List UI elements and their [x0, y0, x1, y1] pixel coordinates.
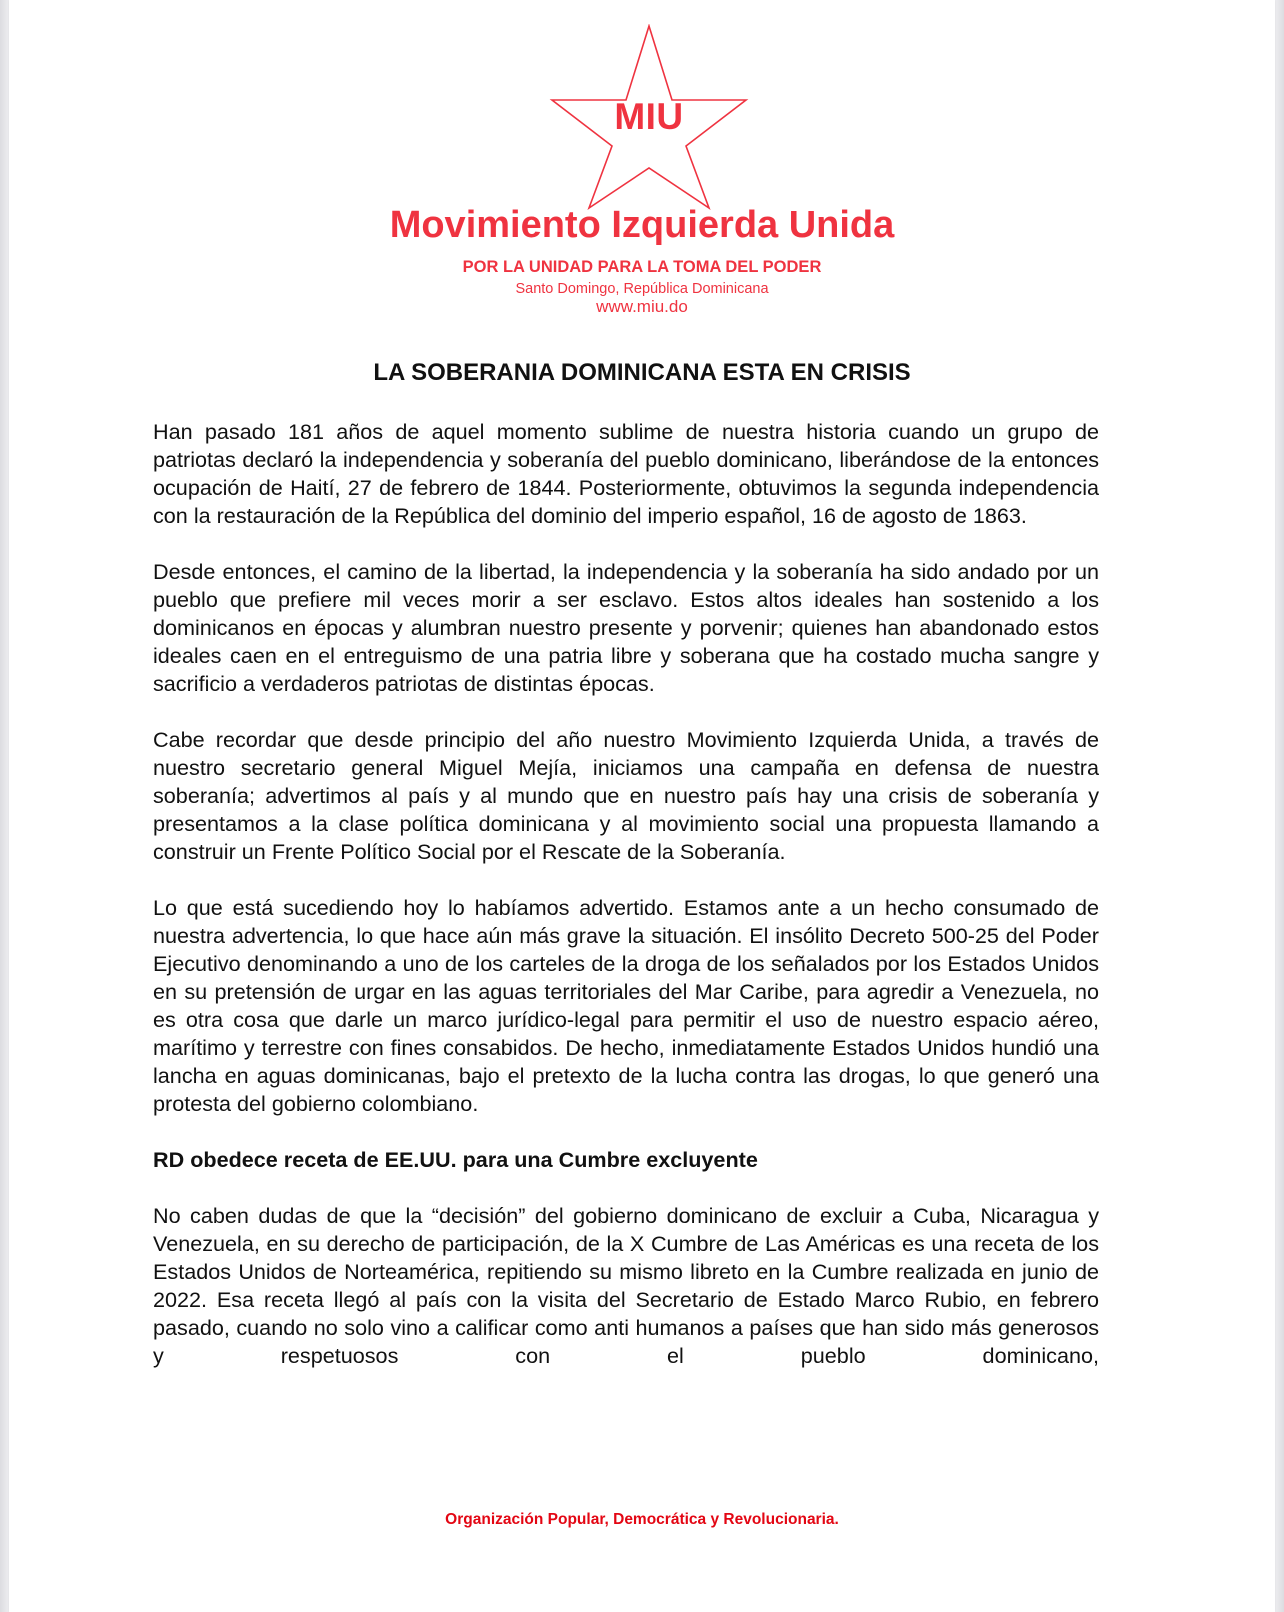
- document-body: [153, 418, 1099, 1398]
- section-subheading: RD obedece receta de EE.UU. para una Cumbre excluyente: [153, 1147, 758, 1172]
- logo-text: MIU: [614, 96, 684, 137]
- footer-tagline: Organización Popular, Democrática y Revolucionaria.: [445, 1511, 839, 1528]
- organization-motto: POR LA UNIDAD PARA LA TOMA DEL PODER: [462, 258, 822, 276]
- paragraph: Desde entonces, el camino de la libertad, la independencia y la soberanía ha sido andado por un pueblo que prefiere mil veces morir a ser esclavo. Estos altos ideales han sostenido a los dominicanos en épocas y alumbran nuestro presente y porvenir; quienes han abandonado estos ideales caen en el entreguismo de una patria libre y soberana que ha costado mucha sangre y sacrificio a verdaderos patriotas de distintas épocas.: [153, 559, 1099, 696]
- paragraph: Lo que está sucediendo hoy lo habíamos advertido. Estamos ante a un hecho consumado de nuestra advertencia, lo que hace aún más grave la situación. El insólito Decreto 500-25 del Poder Ejecutivo denominando a uno de los carteles de la droga de los señalados por los Estados Unidos en su pretensión de urgar en las aguas territoriales del Mar Caribe, para agredir a Venezuela, no es otra cosa que darle un marco jurídico-legal para permitir el uso de nuestro espacio aéreo, marítimo y terrestre con fines consabidos. De hecho, inmediatamente Estados Unidos hundió una lancha en aguas dominicanas, bajo el pretexto de la lucha contra las drogas, lo que generó una protesta del gobierno colombiano.: [153, 895, 1099, 1116]
- paragraph: Han pasado 181 años de aquel momento sublime de nuestra historia cuando un grupo de patriotas declaró la independencia y soberanía del pueblo dominicano, liberándose de la entonces ocupación de Haití, 27 de febrero de 1844. Posteriormente, obtuvimos la segunda independencia con la restauración de la República del dominio del imperio español, 16 de agosto de 1863.: [153, 419, 1099, 528]
- organization-website: www.miu.do: [596, 297, 688, 316]
- page-edge-right: [1275, 0, 1284, 1612]
- paragraph: No caben dudas de que la “decisión” del gobierno dominicano de excluir a Cuba, Nicaragua y Venezuela, en su derecho de participación, de la X Cumbre de Las Américas es una receta de los Estados Unidos de Norteamérica, repitiendo su mismo libreto en la Cumbre realizada en junio de 2022. Esa receta llegó al país con la visita del Secretario de Estado Marco Rubio, en febrero pasado, cuando no solo vino a calificar como anti humanos a países que han sido más generosos y respetuosos con el pueblo dominicano,: [153, 1203, 1099, 1368]
- document-title: LA SOBERANIA DOMINICANA ESTA EN CRISIS: [373, 359, 911, 386]
- organization-city: Santo Domingo, República Dominicana: [515, 281, 769, 297]
- logo: [549, 24, 749, 210]
- page-edge-left: [0, 0, 9, 1612]
- document-page: [9, 0, 1275, 1612]
- organization-name: Movimiento Izquierda Unida: [389, 204, 895, 246]
- paragraph: Cabe recordar que desde principio del año nuestro Movimiento Izquierda Unida, a través de nuestro secretario general Miguel Mejía, iniciamos una campaña en defensa de nuestra soberanía; advertimos al país y al mundo que en nuestro país hay una crisis de soberanía y presentamos a la clase política dominicana y al movimiento social una propuesta llamando a construir un Frente Político Social por el Rescate de la Soberanía.: [153, 727, 1099, 864]
